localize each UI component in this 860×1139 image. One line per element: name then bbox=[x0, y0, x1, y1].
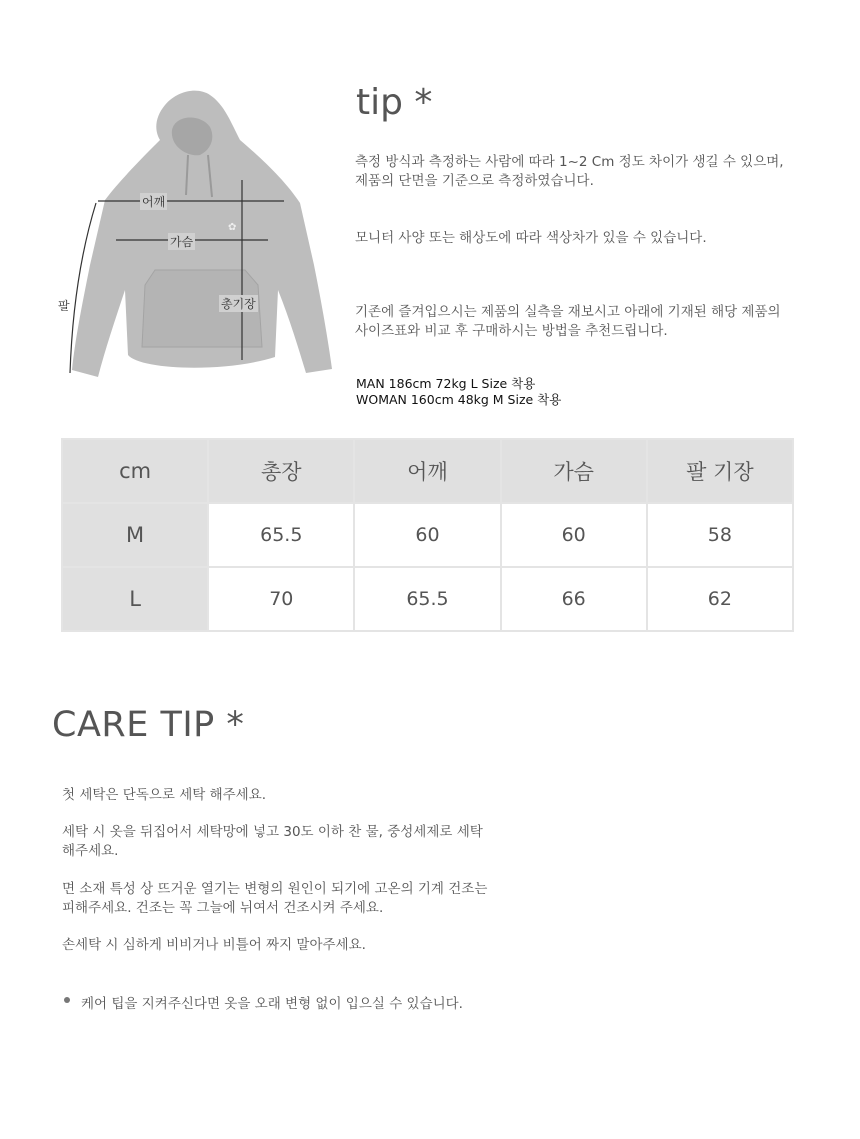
svg-text:✿: ✿ bbox=[228, 222, 237, 233]
sleeve-label: 팔 bbox=[58, 299, 70, 313]
table-cell: 62 bbox=[647, 567, 793, 631]
table-header-cell: 어깨 bbox=[354, 439, 500, 503]
model-man-info: MAN 186cm 72kg L Size 착용 bbox=[356, 376, 536, 391]
care-bullet-text: 케어 팁을 지켜주신다면 옷을 오래 변형 없이 입으실 수 있습니다. bbox=[81, 996, 463, 1012]
table-header-cell: 가슴 bbox=[501, 439, 647, 503]
table-cell: 66 bbox=[501, 567, 647, 631]
tip-paragraph-measure bbox=[355, 153, 835, 191]
tip-line: 사이즈표와 비교 후 구매하시는 방법을 추천드립니다. bbox=[355, 323, 668, 339]
tip-title: tip * bbox=[356, 82, 433, 123]
table-row-header: M bbox=[62, 503, 208, 567]
table-cell: 65.5 bbox=[208, 503, 354, 567]
shoulder-label: 어깨 bbox=[142, 195, 166, 209]
model-woman-info: WOMAN 160cm 48kg M Size 착용 bbox=[356, 392, 562, 407]
table-cell: 58 bbox=[647, 503, 793, 567]
table-cell: 60 bbox=[354, 503, 500, 567]
care-paragraph bbox=[62, 823, 542, 861]
chest-label: 가슴 bbox=[170, 235, 194, 249]
table-row bbox=[62, 567, 793, 631]
table-header-cell: 팔 기장 bbox=[647, 439, 793, 503]
tip-line: 기존에 즐겨입으시는 제품의 실측을 재보시고 아래에 기재된 해당 제품의 bbox=[355, 304, 781, 320]
table-header-cell: 총장 bbox=[208, 439, 354, 503]
table-cell: 65.5 bbox=[354, 567, 500, 631]
table-header-cell: cm bbox=[62, 439, 208, 503]
bullet-dot-icon bbox=[64, 997, 70, 1003]
length-label: 총기장 bbox=[221, 297, 256, 311]
size-table bbox=[61, 438, 794, 632]
care-tip-title: CARE TIP * bbox=[52, 705, 245, 745]
care-line: 피해주세요. 건조는 꼭 그늘에 뉘여서 건조시켜 주세요. bbox=[62, 900, 384, 916]
table-row bbox=[62, 503, 793, 567]
table-cell: 60 bbox=[501, 503, 647, 567]
table-row-header: L bbox=[62, 567, 208, 631]
care-paragraph bbox=[62, 880, 542, 918]
tip-paragraph-monitor: 모니터 사양 또는 해상도에 따라 색상차가 있을 수 있습니다. bbox=[355, 230, 707, 246]
care-paragraph: 손세탁 시 심하게 비비거나 비틀어 짜지 말아주세요. bbox=[62, 937, 366, 953]
table-header-row bbox=[62, 439, 793, 503]
care-line: 세탁 시 옷을 뒤집어서 세탁망에 넣고 30도 이하 찬 물, 중성세제로 세탁 bbox=[62, 824, 483, 840]
care-line: 해주세요. bbox=[62, 843, 119, 859]
care-paragraph: 첫 세탁은 단독으로 세탁 해주세요. bbox=[62, 787, 267, 803]
tip-line: 제품의 단면을 기준으로 측정하였습니다. bbox=[355, 173, 594, 189]
care-line: 면 소재 특성 상 뜨거운 열기는 변형의 원인이 되기에 고온의 기계 건조는 bbox=[62, 881, 488, 897]
table-cell: 70 bbox=[208, 567, 354, 631]
hoodie-illustration bbox=[50, 85, 345, 385]
tip-paragraph-recommend bbox=[355, 303, 835, 341]
tip-line: 측정 방식과 측정하는 사람에 따라 1~2 Cm 정도 차이가 생길 수 있으며, bbox=[355, 154, 784, 170]
